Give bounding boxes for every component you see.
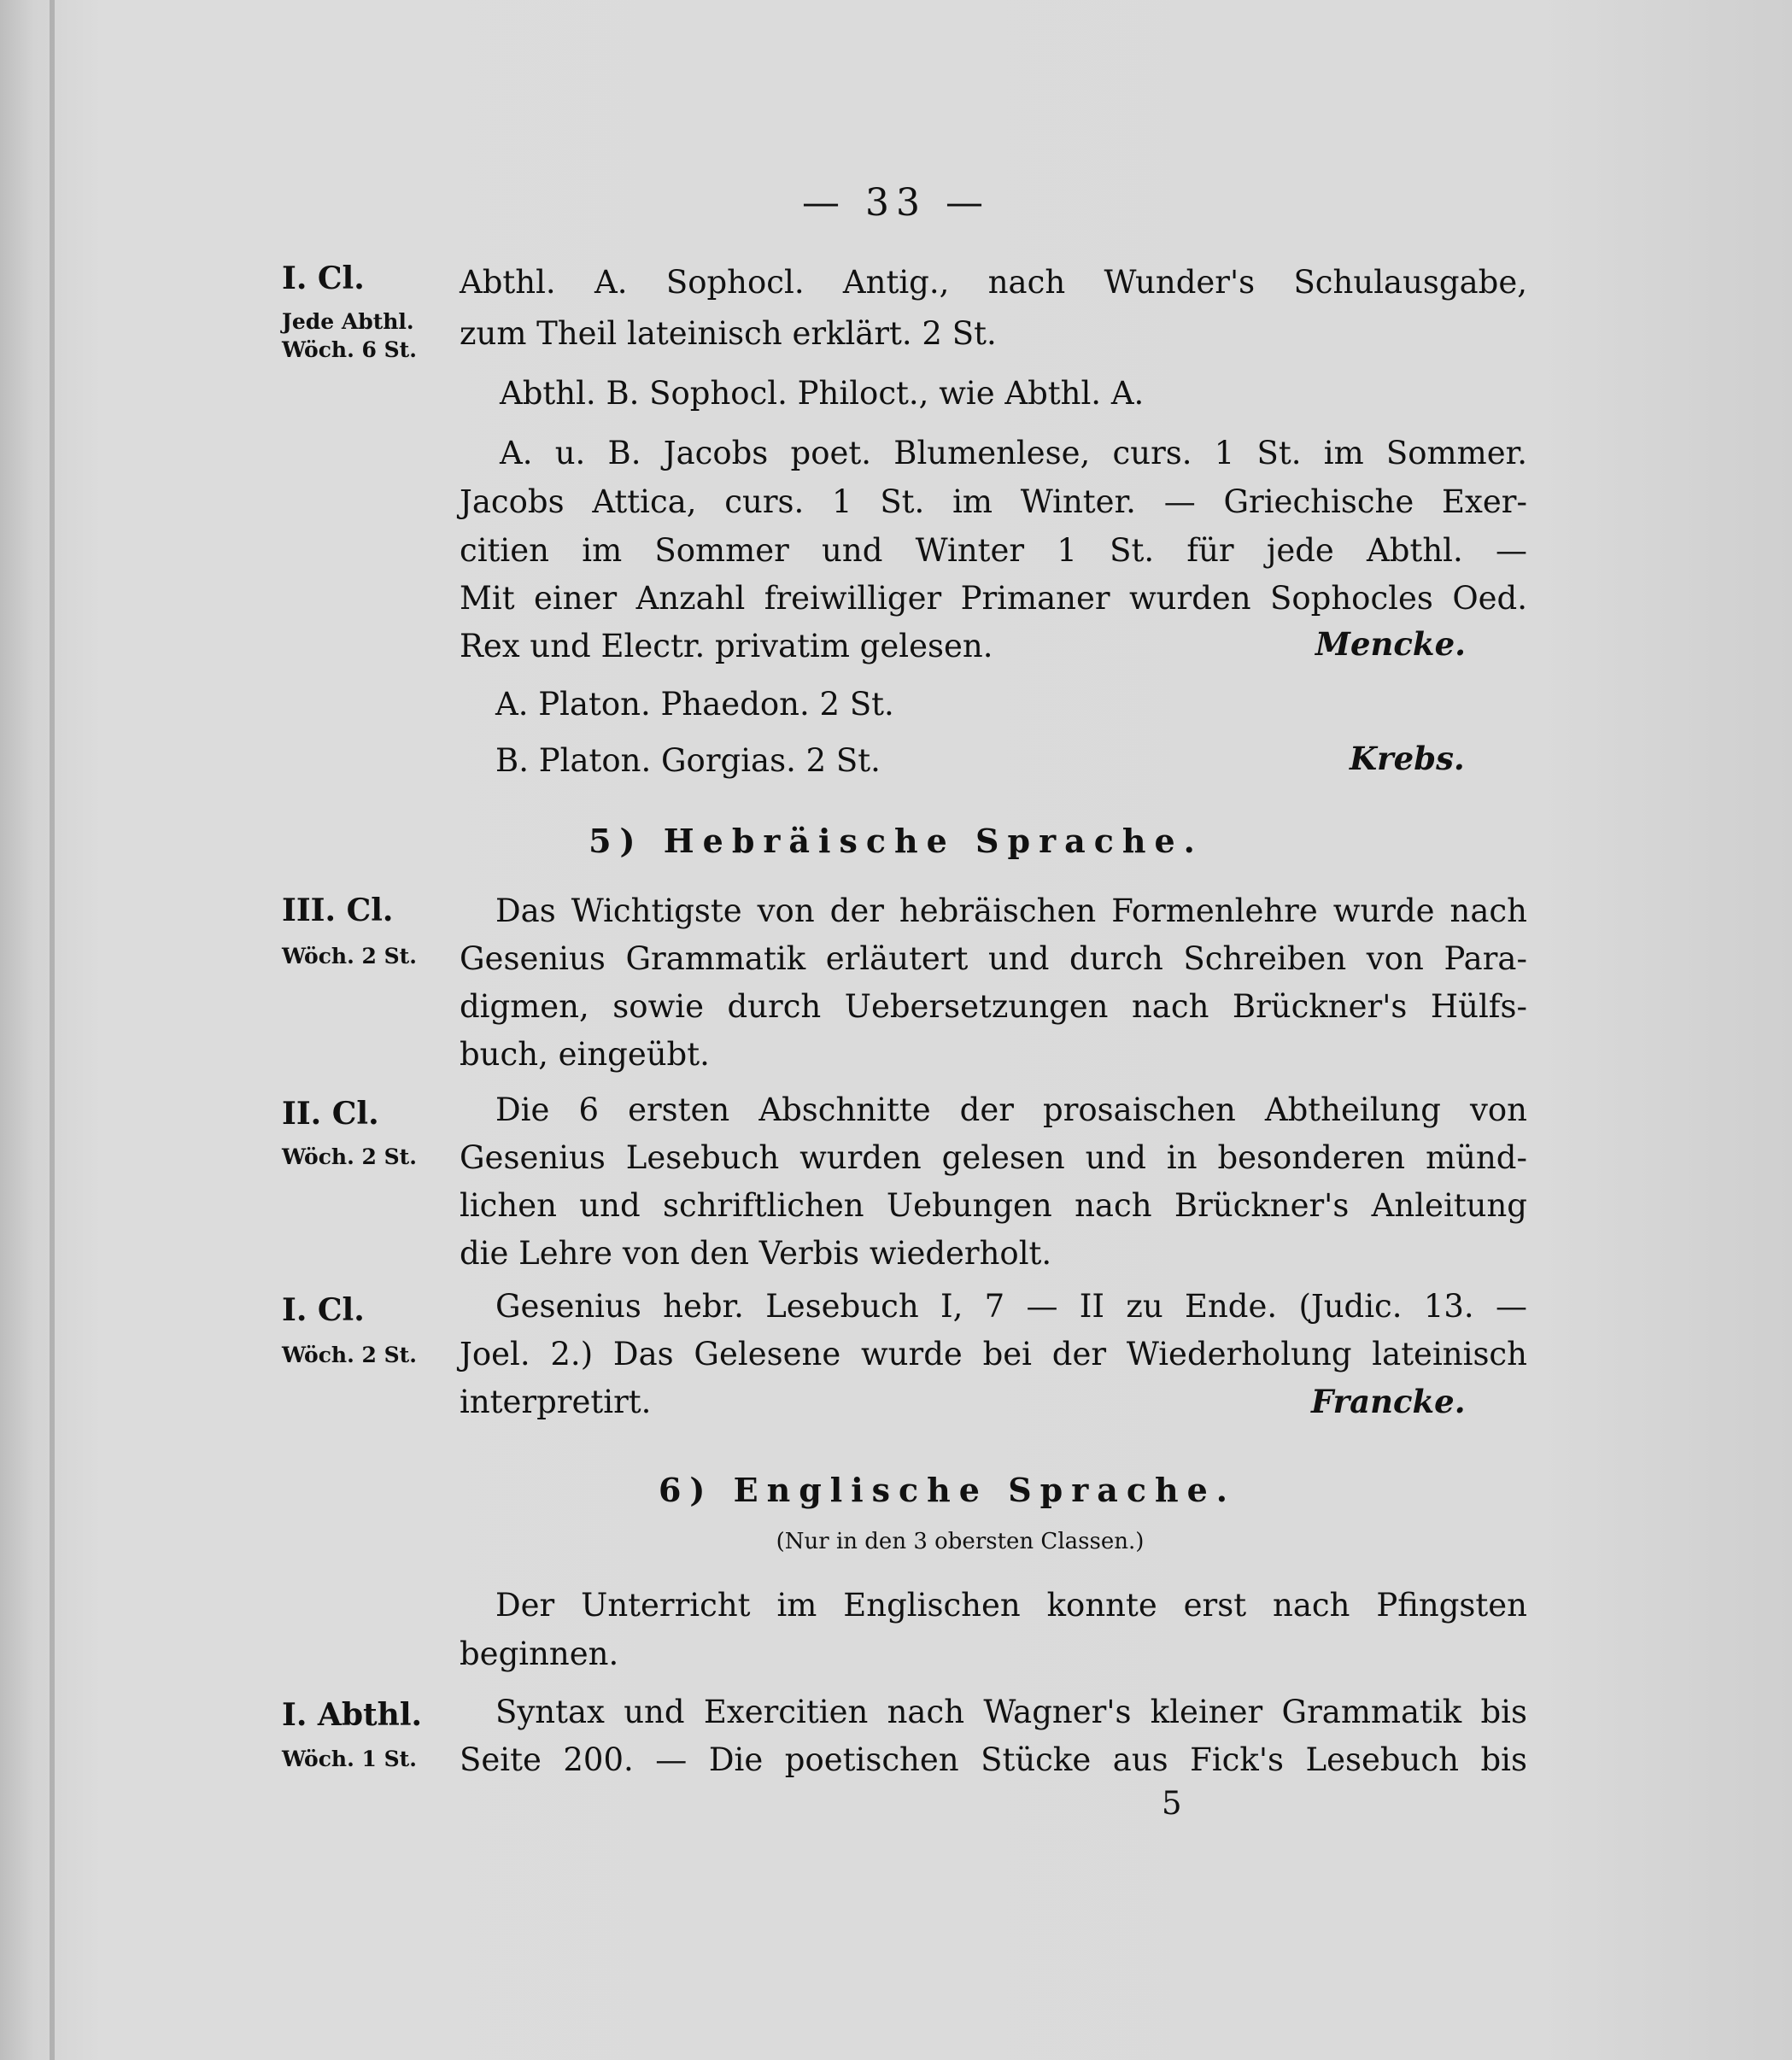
- text-line: beginnen.: [460, 1636, 619, 1672]
- text-line: Gesenius Grammatik erläutert und durch Schreiben von Para-: [460, 940, 1527, 977]
- text-line: Abthl. B. Sophocl. Philoct., wie Abthl. A.: [500, 375, 1145, 412]
- binding-gutter: [50, 0, 55, 2060]
- abthl-sub: Wöch. 1 St.: [282, 1747, 417, 1771]
- text-line: B. Platon. Gorgias. 2 St.: [495, 742, 881, 779]
- class-label-2: II. Cl.: [282, 1096, 379, 1132]
- text-line: Seite 200. — Die poetischen Stücke aus Fick's Lesebuch bis: [460, 1741, 1527, 1778]
- text-line: Rex und Electr. privatim gelesen.: [460, 628, 993, 664]
- class-sub-1a: Jede Abthl.: [282, 309, 414, 334]
- text-line: Die 6 ersten Abschnitte der prosaischen Abtheilung von: [495, 1091, 1527, 1128]
- class-label-1: I. Cl.: [282, 260, 365, 296]
- section-heading-hebrew: 5) Hebräische Sprache.: [589, 822, 1203, 860]
- section-heading-english: 6) Englische Sprache.: [658, 1471, 1237, 1509]
- text-line: digmen, sowie durch Uebersetzungen nach Brückner's Hülfs-: [460, 988, 1527, 1025]
- text-line: Mit einer Anzahl freiwilliger Primaner wurden Sophocles Oed.: [460, 580, 1527, 617]
- section-note-english: (Nur in den 3 obersten Classen.): [776, 1529, 1145, 1554]
- text-line: Jacobs Attica, curs. 1 St. im Winter. — Griechische Exer-: [460, 483, 1527, 520]
- text-line: zum Theil lateinisch erklärt. 2 St.: [460, 315, 997, 352]
- text-line: Gesenius Lesebuch wurden gelesen und in besonderen münd-: [460, 1139, 1527, 1176]
- text-line: buch, eingeübt.: [460, 1036, 710, 1073]
- abthl-label: I. Abthl.: [282, 1697, 423, 1733]
- text-line: citien im Sommer und Winter 1 St. für jede Abthl. —: [460, 532, 1527, 569]
- text-line: Der Unterricht im Englischen konnte erst nach Pfingsten: [495, 1587, 1527, 1624]
- class-label-1-hebrew: I. Cl.: [282, 1292, 365, 1328]
- signature-mencke: Mencke.: [1315, 625, 1466, 663]
- class-sub-1-hebrew: Wöch. 2 St.: [282, 1343, 417, 1367]
- text-line: Abthl. A. Sophocl. Antig., nach Wunder's Schulausgabe,: [460, 264, 1527, 301]
- text-line: Joel. 2.) Das Gelesene wurde bei der Wiederholung lateinisch: [460, 1336, 1527, 1372]
- class-sub-3: Wöch. 2 St.: [282, 944, 417, 969]
- text-line: lichen und schriftlichen Uebungen nach Brückner's Anleitung: [460, 1187, 1527, 1224]
- text-line: A. Platon. Phaedon. 2 St.: [495, 686, 894, 723]
- text-line: die Lehre von den Verbis wiederholt.: [460, 1235, 1052, 1272]
- signature-mark: 5: [1162, 1785, 1182, 1822]
- text-line: A. u. B. Jacobs poet. Blumenlese, curs. 1 St. im Sommer.: [500, 435, 1527, 471]
- class-sub-2: Wöch. 2 St.: [282, 1144, 417, 1169]
- signature-krebs: Krebs.: [1350, 740, 1465, 777]
- text-line: interpretirt.: [460, 1384, 652, 1420]
- signature-francke: Francke.: [1311, 1383, 1466, 1420]
- text-line: Syntax und Exercitien nach Wagner's kleiner Grammatik bis: [495, 1694, 1527, 1730]
- class-sub-1b: Wöch. 6 St.: [282, 337, 417, 362]
- class-label-3: III. Cl.: [282, 892, 394, 928]
- text-line: Das Wichtigste von der hebräischen Formenlehre wurde nach: [495, 892, 1527, 929]
- page-number: — 33 —: [802, 181, 990, 225]
- text-line: Gesenius hebr. Lesebuch I, 7 — II zu Ende. (Judic. 13. —: [495, 1288, 1527, 1325]
